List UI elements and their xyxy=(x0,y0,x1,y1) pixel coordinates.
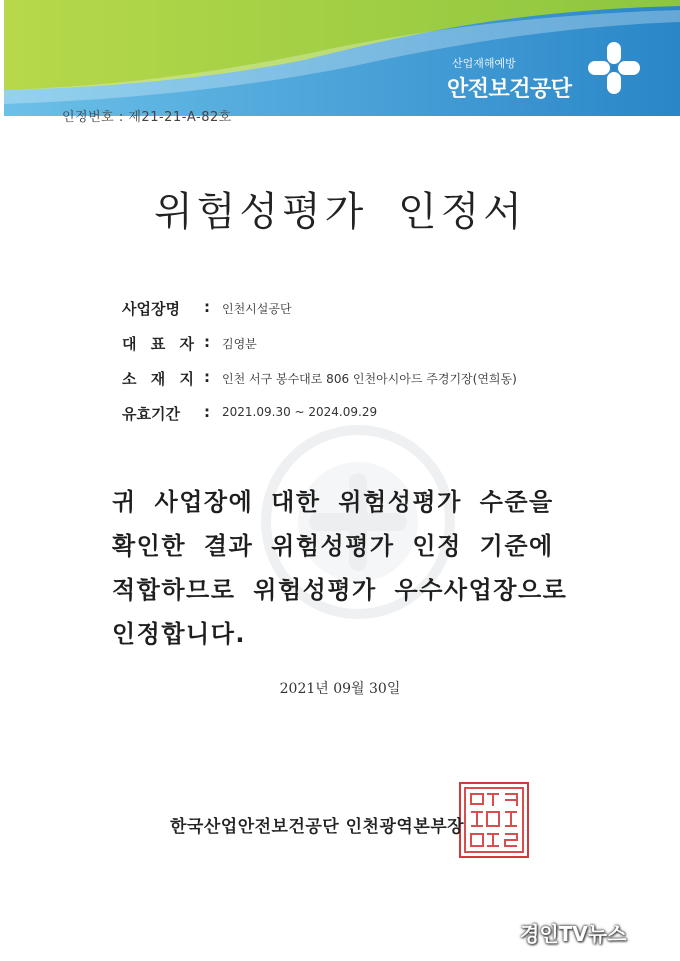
statement-line: 귀 사업장에 대한 위험성평가 수준을 xyxy=(112,488,554,516)
info-value: 인천시설공단 xyxy=(222,302,292,316)
info-label: 사업장명 xyxy=(122,300,180,318)
header-band-graphic xyxy=(4,0,680,116)
info-label-char: 자 xyxy=(179,335,194,353)
org-cross-logo-icon xyxy=(586,40,642,96)
info-label-char: 소 xyxy=(122,370,137,388)
org-name: 안전보건공단 xyxy=(447,77,572,102)
info-label-char: 표 xyxy=(150,335,166,353)
info-colon: : xyxy=(204,403,210,421)
info-value: 김영분 xyxy=(222,337,257,351)
info-label-char: 대 xyxy=(122,335,137,353)
info-label xyxy=(122,368,194,389)
info-colon: : xyxy=(204,298,210,316)
info-label-char: 재 xyxy=(150,370,166,388)
info-label-char: 지 xyxy=(179,370,194,388)
official-seal xyxy=(459,782,529,858)
org-subtitle: 산업재해예방 xyxy=(452,57,516,70)
broadcaster-watermark: 경인TV뉴스 xyxy=(520,922,627,946)
info-colon: : xyxy=(204,368,210,386)
info-label: 유효기간 xyxy=(122,405,180,423)
info-value: 인천 서구 봉수대로 806 인천아시아드 주경기장(연희동) xyxy=(222,372,517,386)
header-band xyxy=(4,0,680,116)
info-value: 2021.09.30 ~ 2024.09.29 xyxy=(222,405,378,419)
certificate-number: 인정번호 : 제21-21-A-82호 xyxy=(62,110,232,125)
statement-line: 적합하므로 위험성평가 우수사업장으로 xyxy=(112,576,568,604)
statement-line: 확인한 결과 위험성평가 인정 기준에 xyxy=(112,532,554,560)
statement-line: 인정합니다. xyxy=(112,620,247,648)
seal-pattern xyxy=(461,784,527,856)
issue-date: 2021년 09월 30일 xyxy=(279,681,401,697)
page-title: 위험성평가 인정서 xyxy=(154,189,526,235)
issuer-name: 한국산업안전보건공단 인천광역본부장 xyxy=(170,817,465,837)
certification-statement xyxy=(112,480,582,656)
info-colon: : xyxy=(204,333,210,351)
info-label xyxy=(122,333,194,354)
